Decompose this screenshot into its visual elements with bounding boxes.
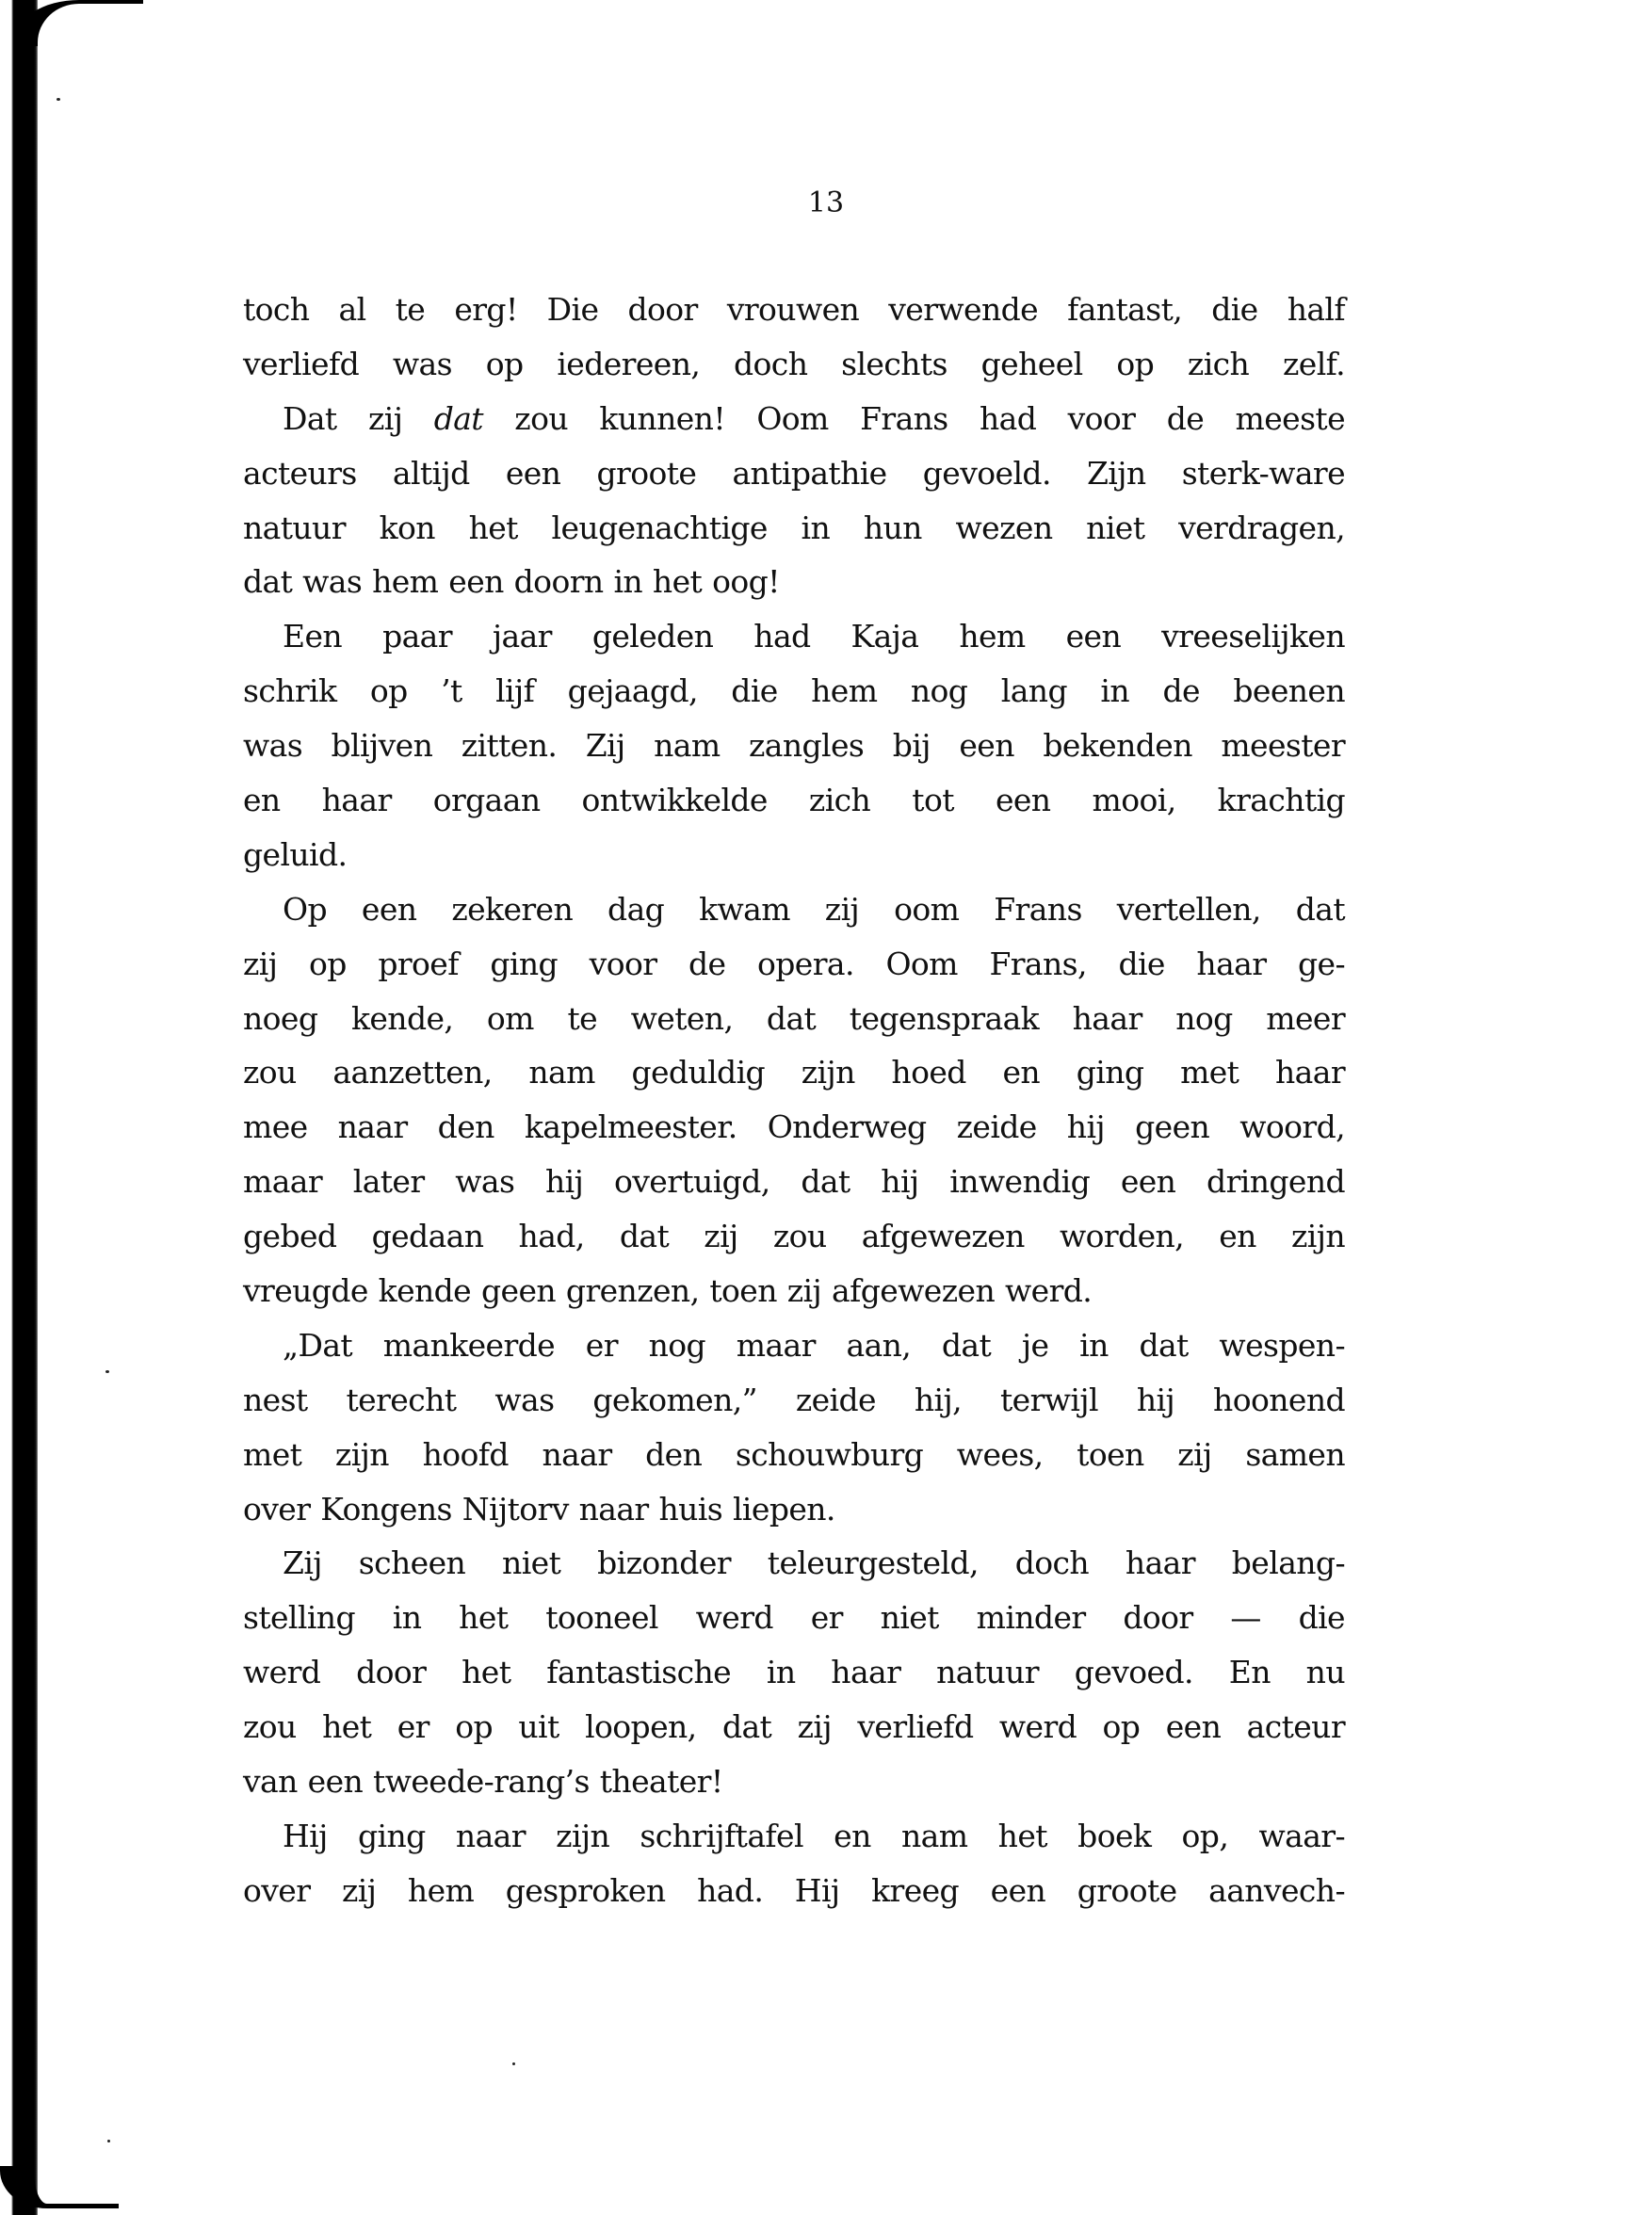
text-line: noeg kende, om te weten, dat tegenspraak haar nog meer (243, 999, 1345, 1037)
text-line: maar later was hij overtuigd, dat hij inwendig een dringend (243, 1163, 1345, 1201)
text-line: van een tweede-rang’s theater! (243, 1763, 723, 1801)
text-line: schrik op ’t lijf gejaagd, die hem nog lang in de beenen (243, 672, 1345, 710)
scan-speck (512, 2062, 515, 2065)
text-fragment: Dat zij (283, 399, 434, 437)
text-line: over zij hem gesproken had. Hij kreeg een groote aanvech- (243, 1871, 1345, 1909)
text-line: met zijn hoofd naar den schouwburg wees, toen zij samen (243, 1435, 1345, 1473)
text-fragment: zou kunnen! Oom Frans had voor de meeste (482, 399, 1346, 437)
text-line: over Kongens Nijtorv naar huis liepen. (243, 1490, 835, 1528)
text-line: was blijven zitten. Zij nam zangles bij een bekenden meester (243, 727, 1345, 765)
text-line: toch al te erg! Die door vrouwen verwende fantast, die half (243, 291, 1345, 328)
text-line: Zij scheen niet bizonder teleurgesteld, doch haar belang- (283, 1544, 1345, 1582)
scan-speck (105, 1370, 109, 1373)
text-line: vreugde kende geen grenzen, toen zij afgewezen werd. (243, 1272, 1093, 1310)
text-line: en haar orgaan ontwikkelde zich tot een mooi, krachtig (243, 782, 1345, 819)
text-line: zou aanzetten, nam geduldig zijn hoed en ging met haar (243, 1054, 1345, 1091)
text-line: Een paar jaar geleden had Kaja hem een vreeselijken (283, 618, 1345, 655)
text-line: nest terecht was gekomen,” zeide hij, terwijl hij hoonend (243, 1381, 1345, 1418)
scan-border-left (0, 0, 38, 2215)
italic-emphasis: dat (433, 399, 483, 437)
page-number: 13 (807, 186, 845, 219)
text-line: werd door het fantastische in haar natuur gevoed. En nu (243, 1654, 1345, 1691)
text-line: mee naar den kapelmeester. Onderweg zeide hij geen woord, (243, 1108, 1345, 1146)
scan-speck (107, 2140, 110, 2142)
text-line: verliefd was op iedereen, doch slechts geheel op zich zelf. (243, 345, 1345, 382)
text-line: geluid. (243, 835, 348, 873)
text-line (243, 392, 1345, 446)
text-line: acteurs altijd een groote antipathie gevoeld. Zijn sterk-ware (243, 454, 1345, 492)
text-line: stelling in het tooneel werd er niet minder door — die (243, 1599, 1345, 1637)
text-line: Op een zekeren dag kwam zij oom Frans vertellen, dat (283, 890, 1345, 928)
text-line: zou het er op uit loopen, dat zij verliefd werd op een acteur (243, 1708, 1345, 1746)
text-line: natuur kon het leugenachtige in hun wezen niet verdragen, (243, 509, 1345, 546)
body-text (243, 283, 1345, 1918)
text-line: gebed gedaan had, dat zij zou afgewezen worden, en zijn (243, 1218, 1345, 1255)
scan-speck (57, 98, 60, 101)
text-line: „Dat mankeerde er nog maar aan, dat je in dat wespen- (283, 1326, 1345, 1364)
text-line: dat was hem een doorn in het oog! (243, 563, 780, 601)
text-line: zij op proef ging voor de opera. Oom Frans, die haar ge- (243, 945, 1345, 982)
text-line: Hij ging naar zijn schrijftafel en nam het boek op, waar- (283, 1817, 1345, 1854)
